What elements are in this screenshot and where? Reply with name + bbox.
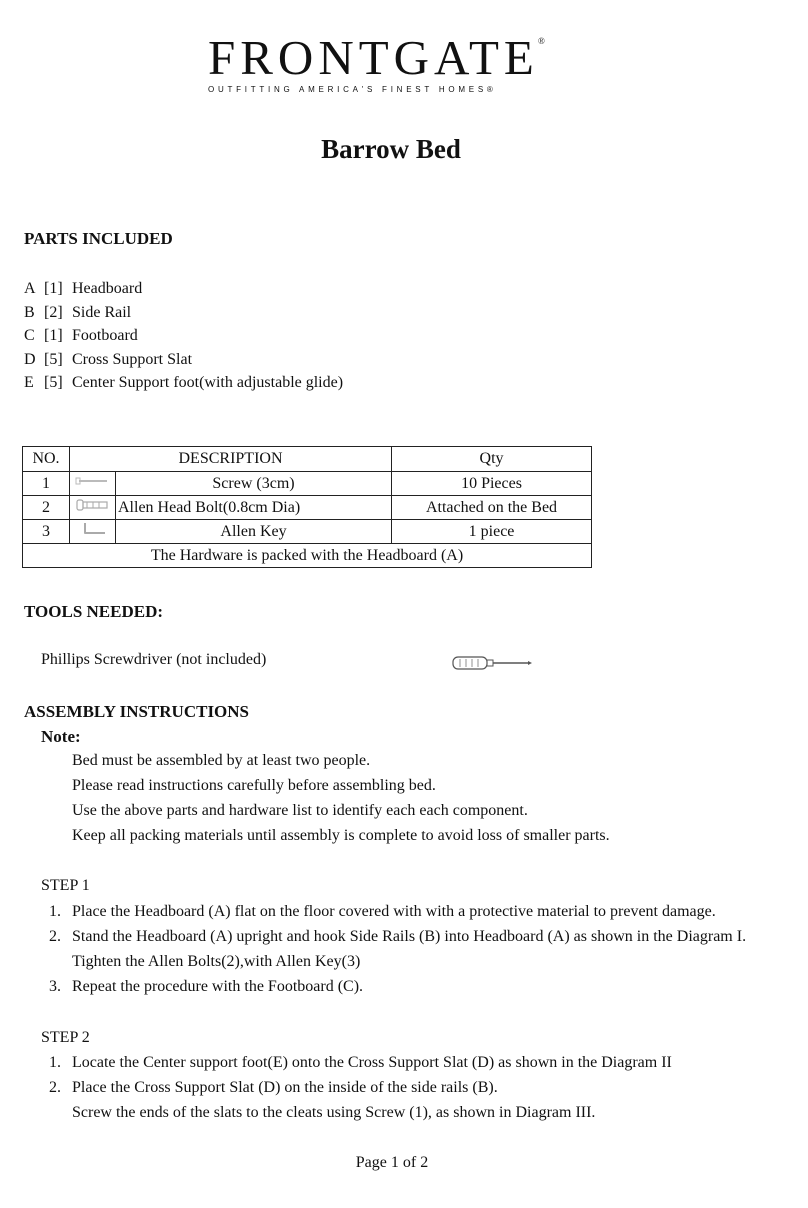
part-qty: [1] xyxy=(44,327,63,344)
step-text: Screw the ends of the slats to the cleats using Screw (1), as shown in Diagram III. xyxy=(72,1104,596,1121)
part-letter: B xyxy=(24,303,35,321)
parts-heading: PARTS INCLUDED xyxy=(24,229,173,248)
cell-qty: 1 piece xyxy=(392,520,592,544)
part-qty: [1] xyxy=(44,280,63,297)
part-letter: D xyxy=(24,350,36,368)
step-number: 2. xyxy=(49,1079,61,1096)
page-title: Barrow Bed xyxy=(321,134,461,164)
tools-heading: TOOLS NEEDED: xyxy=(24,602,164,621)
allen-key-icon xyxy=(70,520,116,544)
part-name: Center Support foot(with adjustable glide) xyxy=(72,374,344,391)
note-line: Bed must be assembled by at least two people. xyxy=(72,752,371,769)
assembly-heading: ASSEMBLY INSTRUCTIONS xyxy=(24,702,250,721)
part-letter: E xyxy=(24,374,34,391)
step-text: Place the Cross Support Slat (D) on the inside of the side rails (B). xyxy=(72,1079,498,1096)
note-line: Keep all packing materials until assembly is complete to avoid loss of smaller parts. xyxy=(72,827,610,844)
cell-no: 2 xyxy=(23,496,70,520)
part-qty: [5] xyxy=(44,350,63,368)
table-footer-note: The Hardware is packed with the Headboard (A) xyxy=(23,544,592,568)
part-letter: C xyxy=(24,327,35,344)
step-1-label: STEP 1 xyxy=(41,877,90,894)
step-text: Repeat the procedure with the Footboard (C). xyxy=(72,978,364,995)
tool-item: Phillips Screwdriver (not included) xyxy=(41,651,267,668)
step-text: Tighten the Allen Bolts(2),with Allen Key(3) xyxy=(72,953,361,970)
cell-description: Screw (3cm) xyxy=(116,472,392,496)
step-number: 1. xyxy=(49,903,61,920)
table-row xyxy=(23,472,592,496)
step-number: 2. xyxy=(49,928,61,945)
cell-qty: 10 Pieces xyxy=(392,472,592,496)
note-label: Note: xyxy=(41,727,81,746)
step-number: 1. xyxy=(49,1054,61,1071)
table-header-row xyxy=(23,447,592,472)
part-name: Cross Support Slat xyxy=(72,350,193,368)
cell-qty: Attached on the Bed xyxy=(392,496,592,520)
step-2-label: STEP 2 xyxy=(41,1029,90,1046)
header-description: DESCRIPTION xyxy=(70,447,392,472)
page-number: Page 1 of 2 xyxy=(355,1154,429,1171)
part-letter: A xyxy=(24,280,36,297)
brand-tagline: OUTFITTING AMERICA'S FINEST HOMES® xyxy=(208,85,497,94)
step-text: Locate the Center support foot(E) onto the Cross Support Slat (D) as shown in the Diagram II xyxy=(72,1054,672,1071)
table-row xyxy=(23,496,592,520)
part-qty: [2] xyxy=(44,303,63,321)
cell-description: Allen Head Bolt(0.8cm Dia) xyxy=(116,496,392,520)
note-line: Use the above parts and hardware list to identify each each component. xyxy=(72,802,528,819)
part-name: Headboard xyxy=(72,280,143,297)
step-number: 3. xyxy=(49,978,61,995)
step-text: Stand the Headboard (A) upright and hook Side Rails (B) into Headboard (A) as shown in the Diagram I. xyxy=(72,928,747,945)
header-no: NO. xyxy=(23,447,70,472)
step-text: Place the Headboard (A) flat on the floor covered with with a protective material to prevent damage. xyxy=(72,903,716,920)
table-row xyxy=(23,520,592,544)
brand-logo xyxy=(198,22,564,120)
note-line: Please read instructions carefully before assembling bed. xyxy=(72,777,436,794)
bolt-icon xyxy=(70,496,116,520)
part-name: Side Rail xyxy=(72,303,132,321)
brand-name: FRONTGATE xyxy=(208,30,539,85)
part-qty: [5] xyxy=(44,374,63,391)
screwdriver-icon xyxy=(452,654,534,677)
cell-no: 3 xyxy=(23,520,70,544)
header-qty: Qty xyxy=(392,447,592,472)
part-name: Footboard xyxy=(72,327,138,344)
table-footer-row xyxy=(23,544,592,568)
cell-description: Allen Key xyxy=(116,520,392,544)
hardware-table xyxy=(22,446,592,568)
cell-no: 1 xyxy=(23,472,70,496)
screw-icon xyxy=(70,472,116,496)
registered-mark: ® xyxy=(538,36,545,46)
